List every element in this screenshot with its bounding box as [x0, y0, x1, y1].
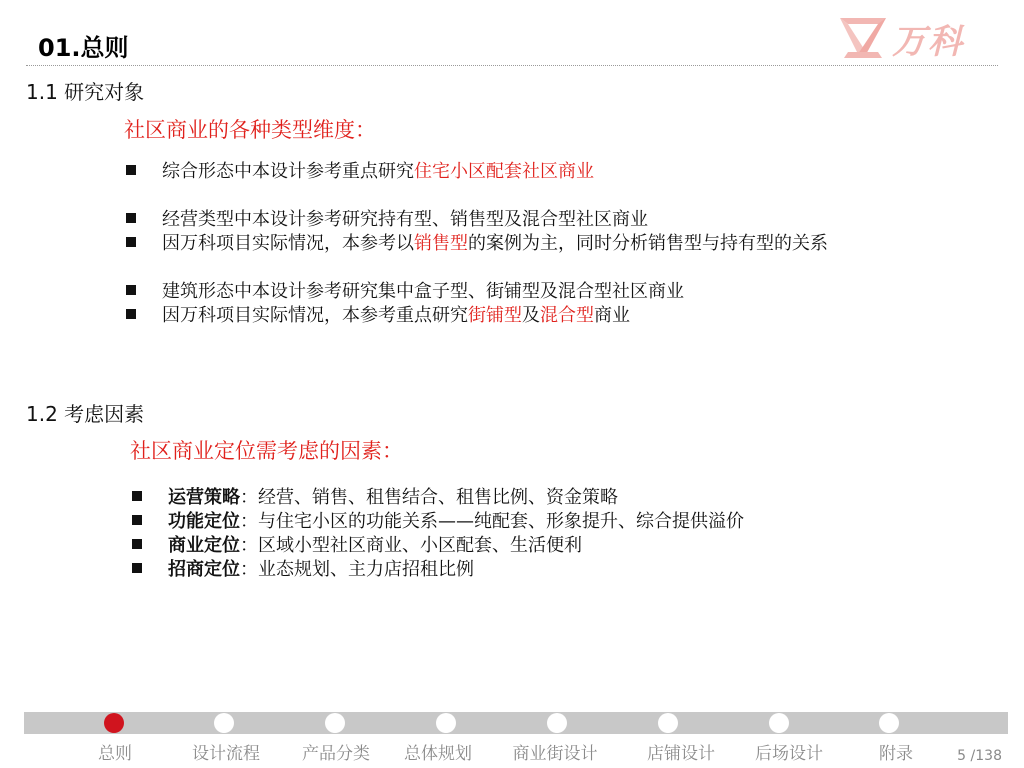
- page-current: 5: [957, 748, 967, 764]
- header-divider: [26, 65, 998, 66]
- bullet-text-part: 的案例为主，同时分析销售型与持有型的关系: [468, 233, 828, 254]
- nav-label-product-types[interactable]: 产品分类: [302, 744, 370, 764]
- list-item: [126, 230, 828, 254]
- factor-label: 招商定位: [168, 559, 240, 580]
- vanke-logo-icon: [836, 14, 890, 62]
- list-item: [126, 206, 828, 230]
- nav-dot-overview[interactable]: [104, 713, 124, 733]
- bullet-square-icon: [126, 237, 136, 247]
- nav-dot-master-plan[interactable]: [436, 713, 456, 733]
- bullet-highlight: 住宅小区配套社区商业: [414, 161, 594, 182]
- bullet-text-part: 综合形态中本设计参考重点研究: [162, 161, 414, 182]
- nav-label-back-of-house[interactable]: 后场设计: [755, 744, 823, 764]
- nav-dot-product-types[interactable]: [325, 713, 345, 733]
- nav-dot-appendix[interactable]: [879, 713, 899, 733]
- bullet-square-icon: [126, 285, 136, 295]
- nav-label-shop-design[interactable]: 店铺设计: [647, 744, 715, 764]
- section-heading-factors: 1.2 考虑因素: [26, 402, 145, 426]
- nav-label-overview[interactable]: 总则: [98, 744, 132, 764]
- page-title: 01.总则: [38, 34, 129, 62]
- bullet-text: 建筑形态中本设计参考研究集中盒子型、街铺型及混合型社区商业: [162, 281, 684, 302]
- bullet-square-icon: [132, 491, 142, 501]
- vanke-logo-text: 万科: [892, 21, 964, 62]
- bullet-square-icon: [132, 563, 142, 573]
- nav-label-appendix[interactable]: 附录: [879, 744, 913, 764]
- factor-text: ：经营、销售、租售结合、租售比例、资金策略: [240, 487, 618, 508]
- bullet-highlight: 街铺型: [468, 305, 522, 326]
- section-subheading-research: 社区商业的各种类型维度：: [124, 118, 376, 142]
- factor-text: ：与住宅小区的功能关系——纯配套、形象提升、综合提供溢价: [240, 511, 744, 532]
- bullet-square-icon: [126, 309, 136, 319]
- bullet-highlight: 混合型: [540, 305, 594, 326]
- bullet-square-icon: [126, 165, 136, 175]
- bullet-text: [168, 531, 582, 557]
- factor-text: ：业态规划、主力店招租比例: [240, 559, 474, 580]
- bullet-text-part: 因万科项目实际情况，本参考重点研究: [162, 305, 468, 326]
- list-item: [132, 484, 744, 508]
- list-item: [132, 556, 744, 580]
- list-item: [132, 508, 744, 532]
- bullet-text-part: 及: [522, 305, 540, 326]
- nav-dot-commercial-street[interactable]: [547, 713, 567, 733]
- research-bullet-group-2: [126, 206, 828, 254]
- list-item: [126, 278, 684, 302]
- section-heading-research: 1.1 研究对象: [26, 80, 145, 104]
- factor-label: 功能定位: [168, 511, 240, 532]
- nav-label-master-plan[interactable]: 总体规划: [404, 744, 472, 764]
- list-item: [126, 158, 594, 182]
- bullet-text-part: 因万科项目实际情况，本参考以: [162, 233, 414, 254]
- page-total: /138: [970, 748, 1002, 764]
- factor-label: 运营策略: [168, 487, 240, 508]
- factor-label: 商业定位: [168, 535, 240, 556]
- bullet-square-icon: [132, 515, 142, 525]
- bullet-highlight: 销售型: [414, 233, 468, 254]
- bullet-square-icon: [132, 539, 142, 549]
- nav-dot-back-of-house[interactable]: [769, 713, 789, 733]
- bullet-text: [162, 157, 594, 183]
- bullet-text: [168, 507, 744, 533]
- nav-label-commercial-street[interactable]: 商业街设计: [512, 744, 598, 764]
- bullet-text: [162, 229, 828, 255]
- bullet-text-part: 商业: [594, 305, 630, 326]
- bullet-text: 经营类型中本设计参考研究持有型、销售型及混合型社区商业: [162, 209, 648, 230]
- nav-dot-shop-design[interactable]: [658, 713, 678, 733]
- list-item: [126, 302, 684, 326]
- factor-text: ：区域小型社区商业、小区配套、生活便利: [240, 535, 582, 556]
- chapter-nav-track: [24, 712, 1008, 734]
- list-item: [132, 532, 744, 556]
- factors-bullet-list: [132, 484, 744, 580]
- bullet-text: [168, 483, 618, 509]
- bullet-square-icon: [126, 213, 136, 223]
- section-subheading-factors: 社区商业定位需考虑的因素：: [130, 439, 403, 463]
- nav-label-design-process[interactable]: 设计流程: [192, 744, 260, 764]
- page-number: [957, 748, 1002, 764]
- vanke-logo: [836, 12, 1006, 64]
- nav-dot-design-process[interactable]: [214, 713, 234, 733]
- research-bullet-group-1: [126, 158, 594, 182]
- research-bullet-group-3: [126, 278, 684, 326]
- bullet-text: [168, 555, 474, 581]
- bullet-text: [162, 301, 630, 327]
